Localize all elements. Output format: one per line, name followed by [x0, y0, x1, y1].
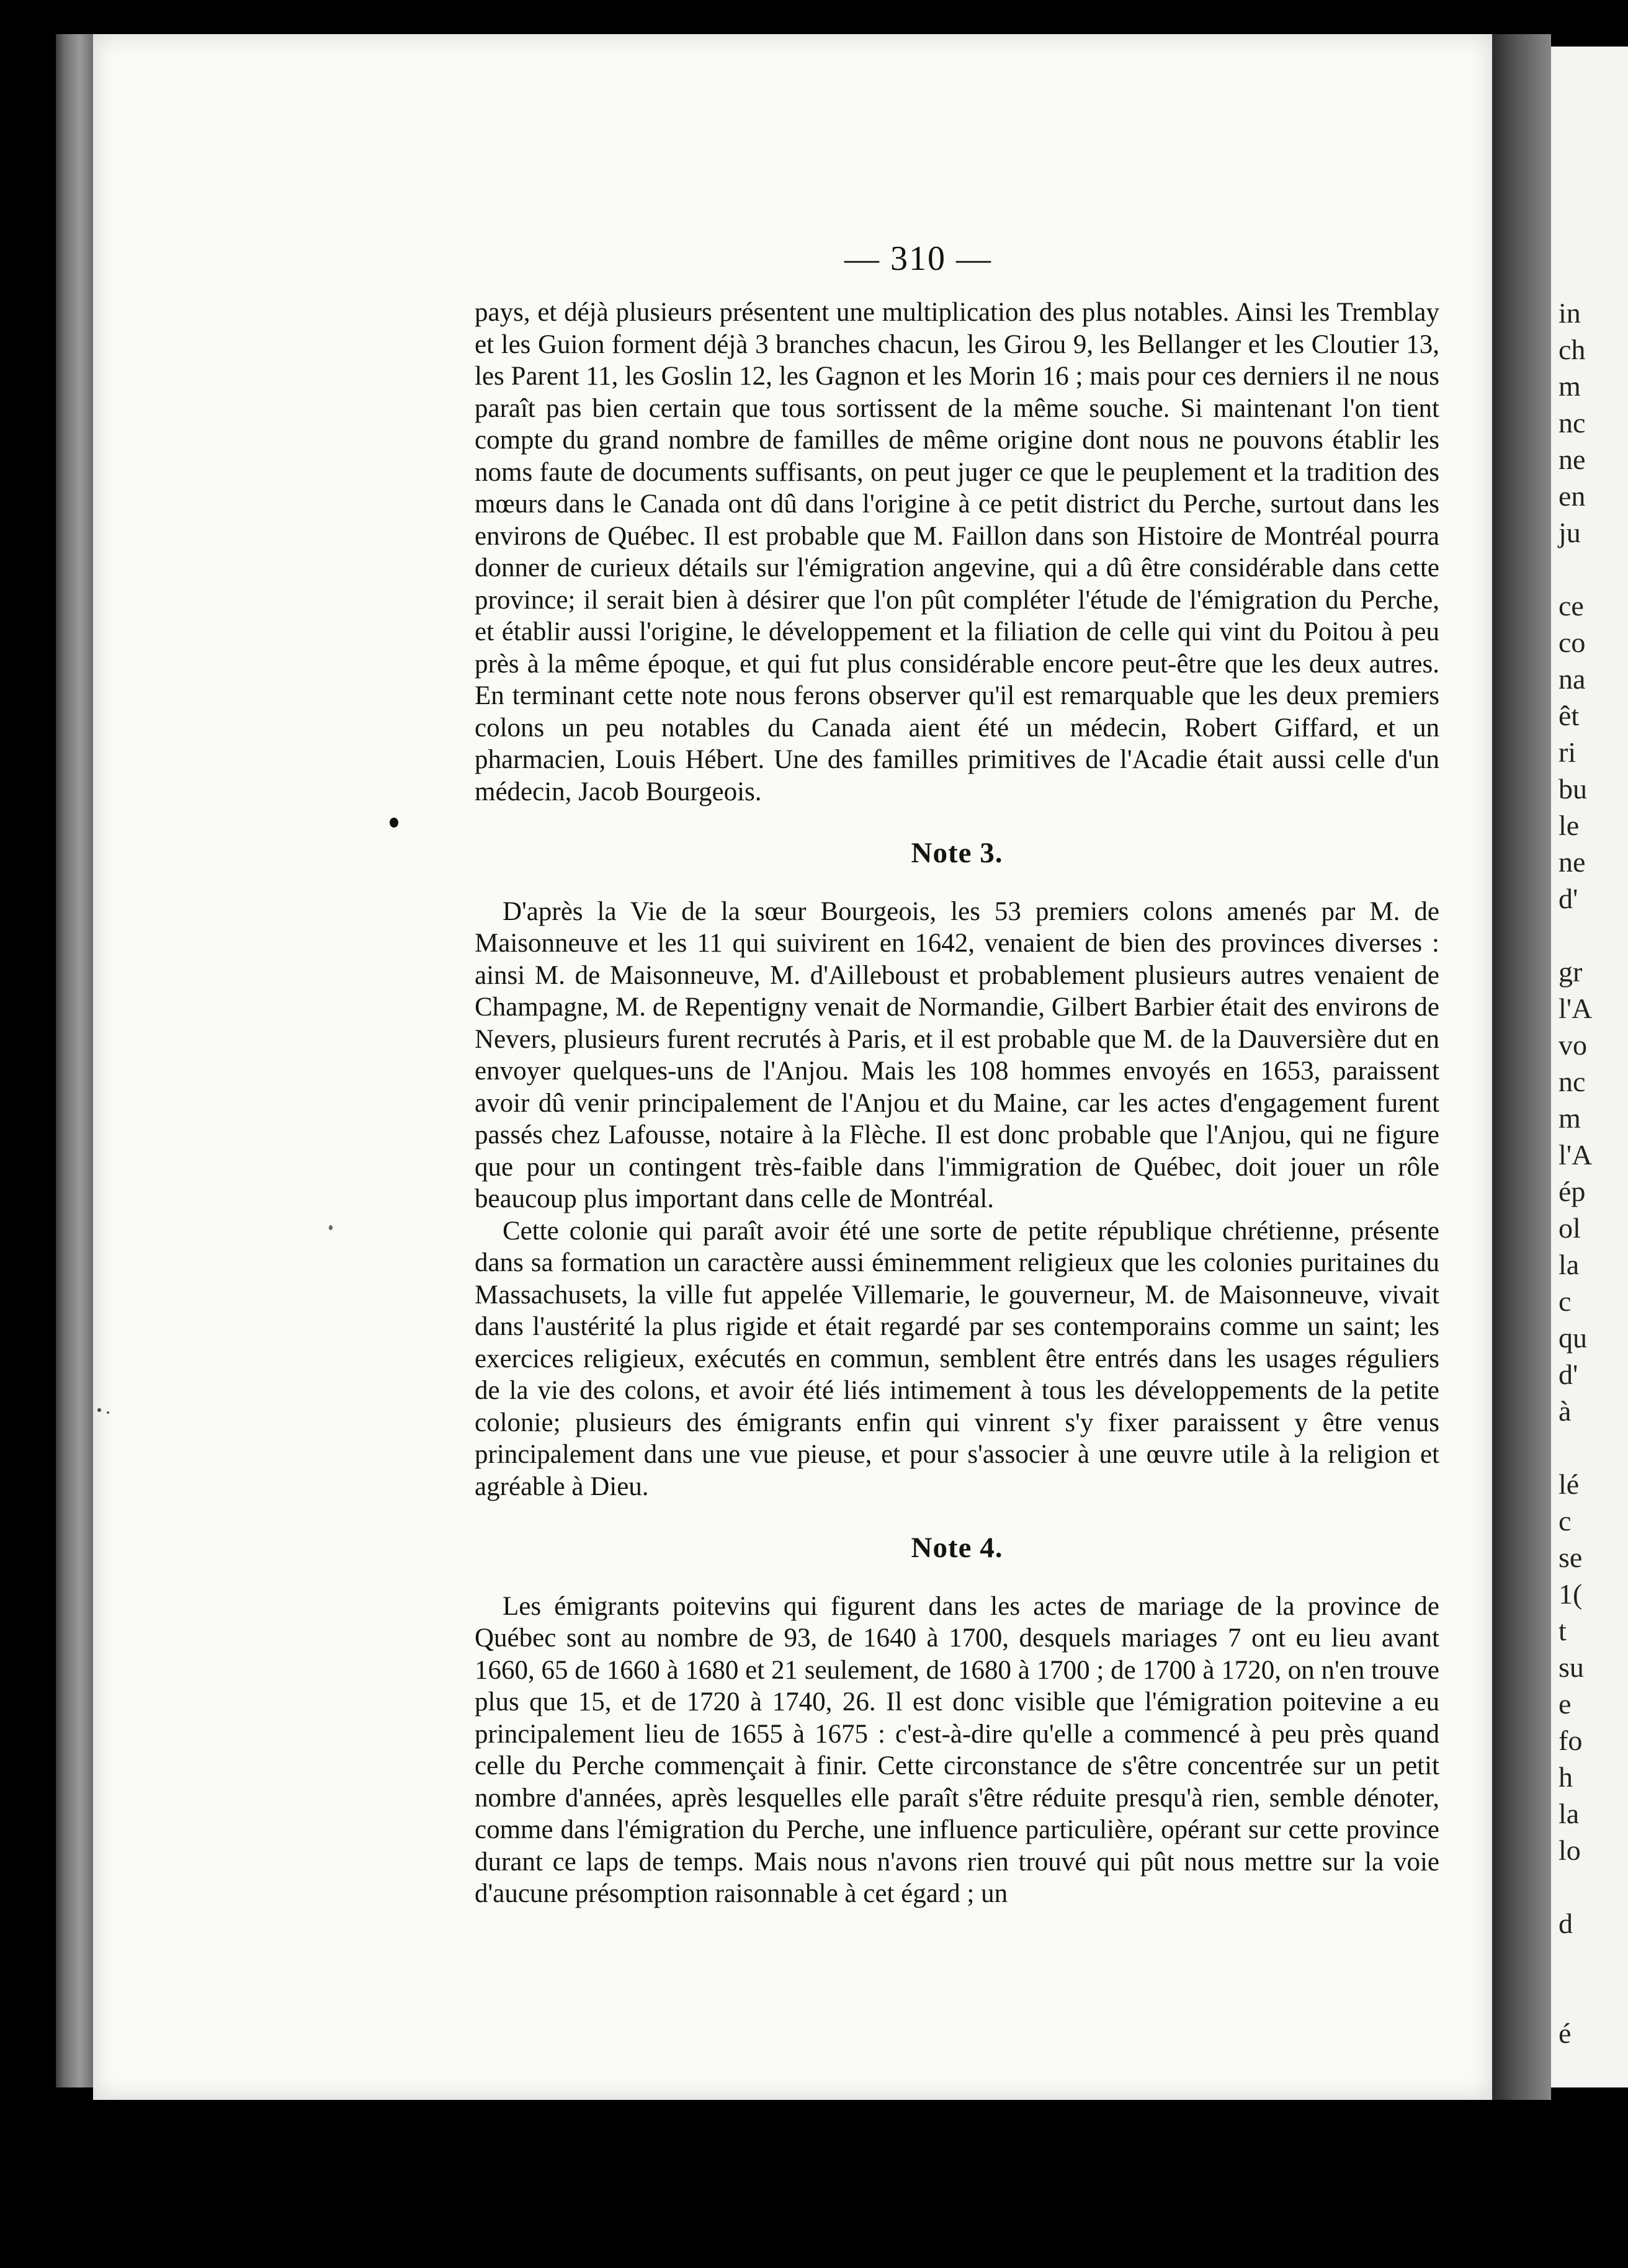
page-gutter [1492, 34, 1551, 2100]
paragraph-note-continuation: pays, et déjà plusieurs présentent une multiplication des plus notables. Ainsi les Tremblay et les Guion forment déjà 3 branches chacun, les Girou 9, les Bellanger et les Cloutier 13, les Parent 11, les Goslin 12, les Gagnon et les Morin 16 ; mais pour ces derniers il ne nous paraît pas bien certain que tous sortissent de la même souche. Si maintenant l'on tient compte du grand nombre de familles de même origine dont nous ne pouvons établir les noms faute de documents suffisants, on peut juger ce que le peuplement et la tradition des mœurs dans le Canada ont dû dans l'origine à ce petit district du Perche, surtout dans les environs de Québec. Il est probable que M. Faillon dans son Histoire de Montréal pourra donner de curieux détails sur l'émigration angevine, qui a dû être considérable dans cette province; il serait bien à désirer que l'on pût compléter l'étude de l'émigration du Perche, et établir aussi l'origine, le développement et la filiation de celle qui vint du Poitou à peu près à la même époque, et qui fut plus considérable encore peut-être que les deux autres. En terminant cette note nous ferons observer qu'il est remarquable que les deux premiers colons un peu notables du Canada aient été un médecin, Robert Giffard, et un pharmacien, Louis Hébert. Une des familles primitives de l'Acadie était aussi celle d'un médecin, Jacob Bourgeois. [475, 298, 1439, 806]
paragraph-note-3-b: Cette colonie qui paraît avoir été une sorte de petite république chrétienne, présente dans sa formation un caractère aussi éminemment religieux que les colonies puritaines du Massachusets, la ville fut appelée Villemarie, le gouverneur, M. de Maisonneuve, vivait dans l'austérité la plus rigide et était regardé par ses contemporains comme un saint; les exercices religieux, exécutés en commun, semblent être entrés dans les usages réguliers de la vie des colons, et avoir été liés intimement à tous les développements de la petite colonie; plusieurs des émigrants enfin qui vinrent s'y fixer paraissent y être venus principalement dans une vue pieuse, et pour s'associer à une œuvre utile à la religion et agréable à Dieu. [475, 1216, 1439, 1501]
page-number: — 310 — [844, 239, 992, 278]
ink-spot [329, 1225, 333, 1230]
ink-spot [390, 818, 398, 828]
ink-spot [97, 1408, 101, 1412]
facing-page-fragments: in ch m nc ne en ju ce co na êt ri bu le ne d' gr l'A vo nc m l'A ép ol la c qu d' à lé c se 1( t su e fo h la lo d é [1559, 297, 1593, 2049]
paragraph-note-3-a: D'après la Vie de la sœur Bourgeois, les 53 premiers colons amenés par M. de Maisonneuve et les 11 qui suivirent en 1642, venaient de bien des provinces diverses : ainsi M. de Maisonneuve, M. d'Ailleboust et probablement plusieurs autres venaient de Champagne, M. de Repentigny venait de Normandie, Gilbert Barbier était des environs de Nevers, plusieurs furent recrutés à Paris, et il est probable que M. de la Dauversière dut en envoyer quelques-uns de l'Anjou. Mais les 108 hommes envoyés en 1653, paraissent avoir dû venir principalement de l'Anjou et du Maine, car les actes d'engagement furent passés chez Lafousse, notaire à la Flèche. Il est donc probable que l'Anjou, qui ne figure que pour un contingent très-faible dans l'immigration de Québec, doit jouer un rôle beaucoup plus important dans celle de Montréal. [475, 896, 1439, 1213]
page-body [475, 297, 1439, 1910]
paragraph-note-4: Les émigrants poitevins qui figurent dans les actes de mariage de la province de Québec sont au nombre de 93, de 1640 à 1700, desquels mariages 7 ont eu lieu avant 1660, 65 de 1660 à 1680 et 21 seulement, de 1680 à 1700 ; de 1700 à 1720, on n'en trouve plus que 15, et de 1720 à 1740, 26. Il est donc visible que l'émigration poitevine a eu principalement lieu de 1655 à 1675 : c'est-à-dire qu'elle a commencé à peu près quand celle du Perche commençait à finir. Cette circonstance de s'être concentrée sur un petit nombre d'années, après lesquelles elle paraît s'être réduite presqu'à rien, semble dénoter, comme dans l'émigration du Perche, une influence particulière, opérant sur cette province durant ce laps de temps. Mais nous n'avons rien trouvé qui pût nous mettre sur la voie d'aucune présomption raisonnable à cet égard ; un [475, 1591, 1439, 1908]
heading-note-4: Note 4. [911, 1532, 1003, 1564]
heading-note-3: Note 3. [911, 837, 1003, 869]
ink-spot [107, 1411, 109, 1414]
facing-page [1551, 47, 1628, 2087]
